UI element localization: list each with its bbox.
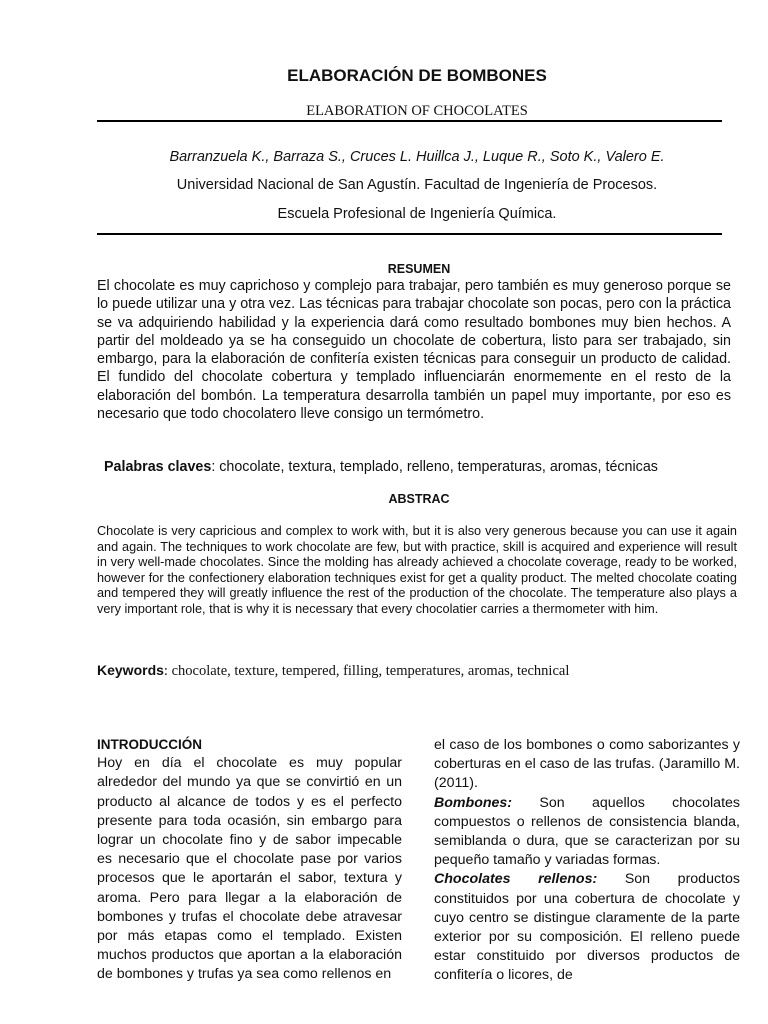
resumen-body: El chocolate es muy caprichoso y complejo para trabajar, pero también es muy generoso porque se lo puede utilizar una y otra vez. Las técnicas para trabajar chocolate son pocas, pero con la práctica se va adquiriendo habilidad y la experiencia dará como resultado bombones muy bien hechos. A partir del moldeado ya se ha conseguido un chocolate de cobertura, listo para ser trabajado, sin embargo, para la elaboración de confitería existen técnicas para conseguir un producto de calidad. El fundido del chocolate cobertura y templado influenciarán enormemente en el resto de la elaboración del bombón. La temperatura desarrolla también un papel muy importante, por eso es necesario que todo chocolatero lleve consigo un termómetro.	[97, 278, 731, 423]
keywords-label: Keywords	[97, 662, 164, 678]
abstract-heading: ABSTRAC	[388, 492, 450, 506]
left-column	[97, 735, 402, 985]
abstract-body: Chocolate is very capricious and complex to work with, but it is also very generous because you can use it again and again. The techniques to work chocolate are few, but with practice, skill is acquired and experience will result in very well-made chocolates. Since the molding has already achieved a chocolate coverage, ready to be worked, however for the confectionery elaboration techniques exist for get a quality product. The melted chocolate coating and tempered they will greatly influence the rest of the production of the chocolate. The temperature also plays a very important role, that is why it is necessary that every chocolatier carries a thermometer with him.	[97, 524, 737, 616]
affiliation-university: Universidad Nacional de San Agustín. Facultad de Ingeniería de Procesos.	[176, 177, 658, 193]
authors-line: Barranzuela K., Barraza S., Cruces L. Huillca J., Luque R., Soto K., Valero E.	[169, 149, 665, 165]
introduccion-body: Hoy en día el chocolate es muy popular alrededor del mundo ya que se convirtió en un producto al alcance de todos y es el perfecto presente para toda ocasión, sin embargo para lograr un chocolate fino y de sabor impecable es necesario que el chocolate pase por varios procesos que le aportarán el sabor, textura y aroma. Pero para llegar a la elaboración de bombones y trufas el chocolate debe atravesar por más etapas como el templado. Existen muchos productos que aportan a la elaboración de bombones y trufas ya sea como rellenos en	[97, 755, 402, 983]
palabras-claves-label: Palabras claves	[104, 459, 212, 475]
palabras-claves-text: : chocolate, textura, templado, relleno, temperaturas, aromas, técnicas	[211, 459, 658, 475]
affiliation-school: Escuela Profesional de Ingeniería Química.	[277, 206, 557, 222]
top-divider	[97, 120, 722, 122]
continuation-paragraph: el caso de los bombones o como saborizantes y coberturas en el caso de las trufas. (Jaramillo M. (2011).	[434, 737, 740, 792]
rellenos-term: Chocolates rellenos:	[434, 871, 598, 888]
palabras-claves	[104, 459, 658, 475]
bombones-definition	[434, 794, 740, 871]
rellenos-text: Son productos constituidos por una cobertura de chocolate y cuyo centro se distingue claramente de la parte exterior por su composición. El relleno puede estar constituido por diversos productos de confitería o licores, de	[434, 871, 740, 984]
header-divider	[97, 233, 722, 235]
keywords-line	[97, 662, 569, 680]
bombones-term: Bombones:	[434, 794, 513, 811]
resumen-heading: RESUMEN	[387, 262, 451, 276]
introduccion-heading: INTRODUCCIÓN	[97, 737, 202, 752]
bombones-text: Son aquellos chocolates compuestos o rellenos de consistencia blanda, semiblanda o dura, que se caracterizan por su pequeño tamaño y variadas formas.	[434, 794, 740, 869]
rellenos-definition	[434, 870, 740, 985]
right-column	[434, 736, 740, 986]
paper-title: ELABORACIÓN DE BOMBONES	[287, 66, 547, 85]
paper-subtitle: ELABORATION OF CHOCOLATES	[306, 103, 528, 119]
keywords-text: : chocolate, texture, tempered, filling, temperatures, aromas, technical	[163, 663, 570, 679]
